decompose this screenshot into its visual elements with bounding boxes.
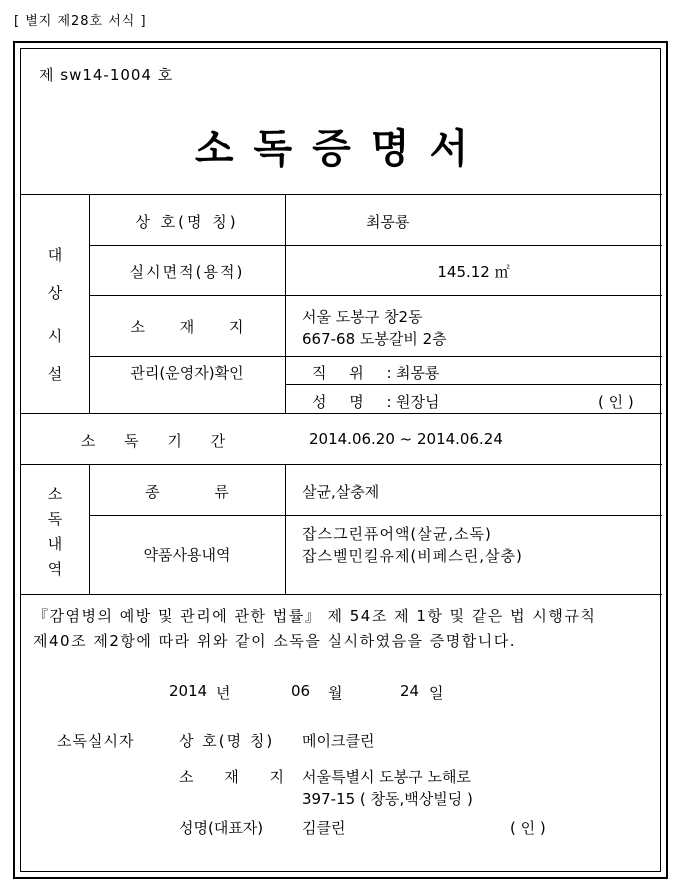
details-type-value: 살균,살충제 — [302, 483, 380, 501]
period-value: 2014.06.20 ~ 2014.06.24 — [309, 430, 503, 448]
target-area-label: 실시면적(용적) — [129, 263, 245, 281]
target-position-label: 직 위 : — [312, 364, 392, 382]
certificate-number: 제 sw14-1004 호 — [39, 66, 174, 84]
table-row-divider — [21, 464, 662, 465]
table-row-divider — [285, 384, 662, 385]
provider-heading: 소독실시자 — [57, 732, 135, 750]
details-chemicals-line1: 잡스그린퓨어액(살균,소독) — [302, 525, 492, 543]
details-group-char: 역 — [47, 560, 63, 578]
table-row-divider — [89, 356, 662, 357]
table-bottom-border — [21, 594, 662, 595]
table-row-divider — [21, 413, 662, 414]
target-group-char: 시 — [47, 327, 63, 345]
target-location-line2: 667-68 도봉갈비 2층 — [302, 330, 447, 348]
date-day: 24 — [400, 682, 420, 700]
date-month: 06 — [291, 682, 311, 700]
target-group-char: 대 — [47, 246, 63, 264]
target-business-name-value: 최몽룡 — [366, 213, 410, 231]
table-top-border — [21, 194, 662, 195]
date-year-unit: 년 — [216, 684, 231, 702]
table-column-divider — [285, 194, 286, 413]
statement-line2: 제40조 제2항에 따라 위와 같이 소독을 실시하였음을 증명합니다. — [33, 632, 517, 650]
details-group-char: 내 — [47, 535, 63, 553]
table-column-divider — [285, 464, 286, 594]
provider-business-name-label: 상 호(명 칭) — [179, 732, 275, 750]
certificate-outer-frame — [13, 41, 668, 879]
target-manager-label: 관리(운영자)확인 — [130, 364, 244, 382]
table-row-divider — [89, 245, 662, 246]
target-location-label: 소 재 지 — [130, 318, 244, 336]
certificate-inner-frame — [20, 48, 661, 872]
provider-location-line2: 397-15 ( 창동,백상빌딩 ) — [302, 790, 473, 808]
details-chemicals-line2: 잡스벨민킬유제(비페스린,살충) — [302, 547, 523, 565]
date-month-unit: 월 — [328, 684, 343, 702]
document-title: 소독증명서 — [194, 126, 489, 172]
date-day-unit: 일 — [429, 684, 444, 702]
target-location-line1: 서울 도봉구 창2동 — [302, 308, 423, 326]
details-type-label: 종 류 — [145, 483, 229, 501]
target-name-value: 원장님 — [396, 393, 440, 411]
period-label: 소 독 기 간 — [80, 432, 226, 450]
target-seal-mark: ( 인 ) — [598, 393, 634, 411]
details-chemicals-label: 약품사용내역 — [143, 546, 231, 564]
table-row-divider — [89, 515, 662, 516]
target-business-name-label: 상 호(명 칭) — [135, 213, 239, 231]
statement-line1: 『감염병의 예방 및 관리에 관한 법률』 제 54조 제 1항 및 같은 법 시행규칙 — [33, 607, 597, 625]
form-number-label: [ 별지 제28호 서식 ] — [14, 14, 147, 29]
target-position-value: 최몽룡 — [396, 364, 440, 382]
target-area-value: 145.12 ㎡ — [437, 263, 510, 281]
provider-business-name-value: 메이크클린 — [302, 732, 375, 750]
provider-location-label: 소 재 지 — [179, 768, 285, 786]
provider-seal-mark: ( 인 ) — [510, 819, 546, 837]
target-name-label: 성 명 : — [312, 393, 392, 411]
details-group-char: 독 — [47, 510, 63, 528]
details-group-char: 소 — [47, 485, 63, 503]
target-group-char: 상 — [47, 284, 63, 302]
date-year: 2014 — [169, 682, 208, 700]
table-row-divider — [89, 295, 662, 296]
target-group-char: 설 — [47, 365, 63, 383]
provider-representative-label: 성명(대표자) — [179, 819, 264, 837]
provider-location-line1: 서울특별시 도봉구 노해로 — [302, 768, 471, 786]
provider-representative-name: 김클린 — [302, 819, 346, 837]
